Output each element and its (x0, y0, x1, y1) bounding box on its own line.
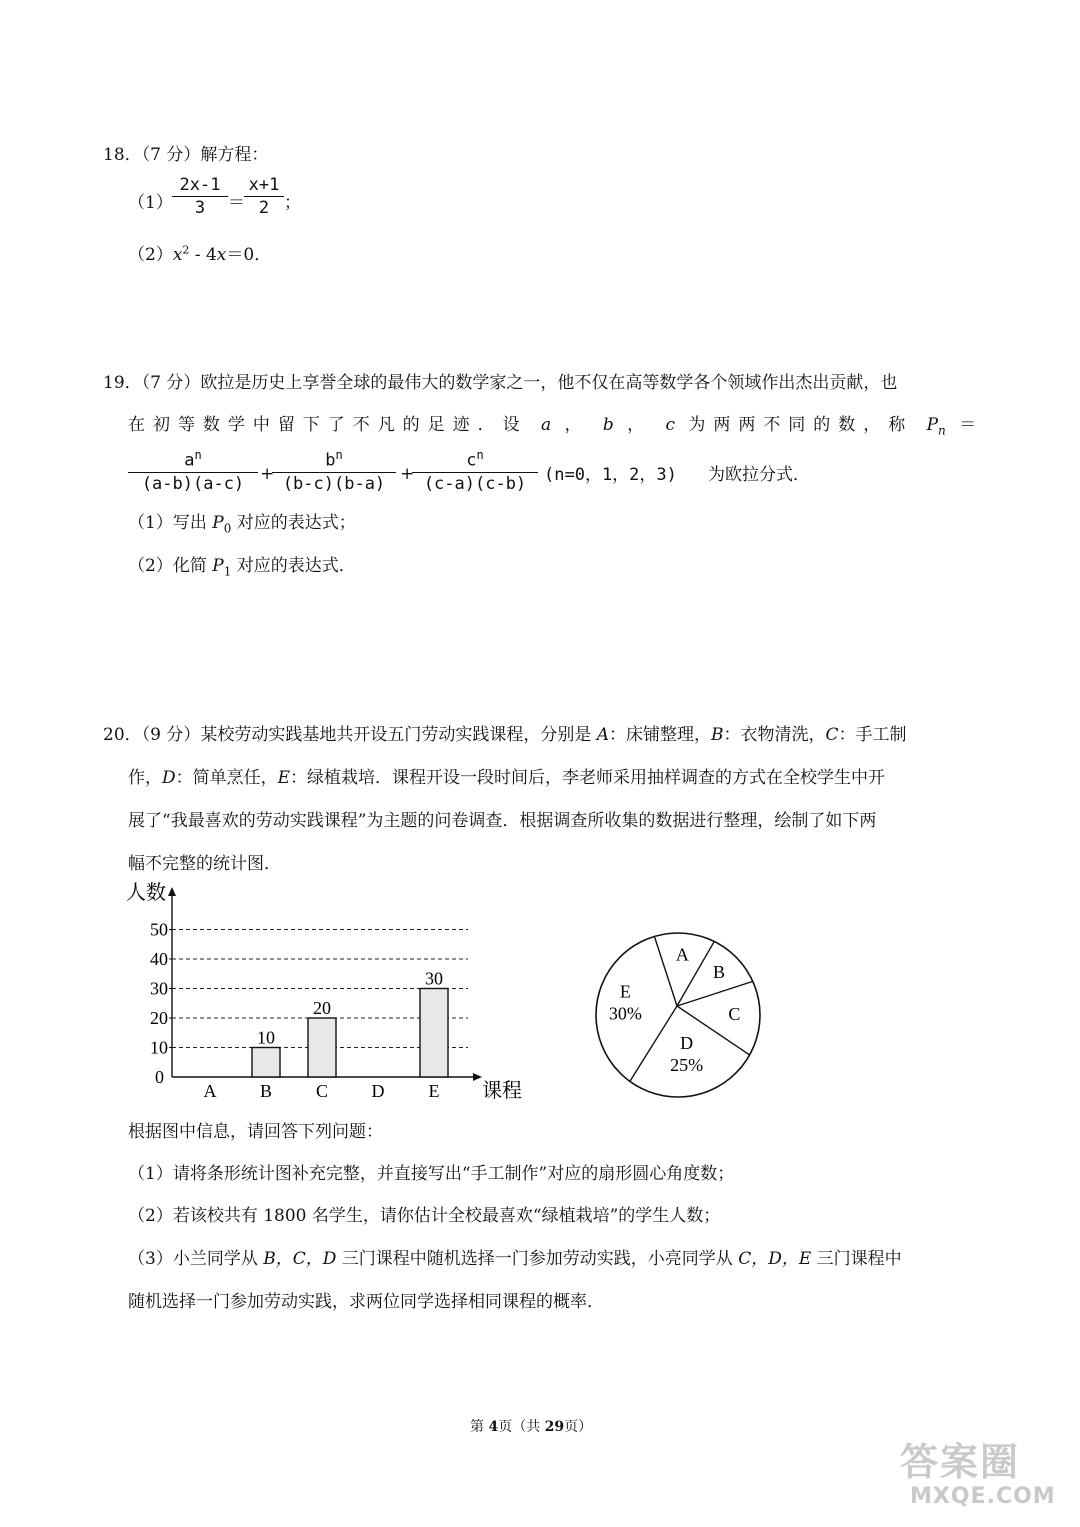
q20-line4: 幅不完整的统计图． (128, 854, 281, 874)
y-tick-label: 30 (150, 978, 168, 999)
q19-sub2-text-a: （2）化简 (128, 556, 213, 576)
exponent-n: n (194, 448, 202, 462)
fraction-denominator: (c-a)(c-b) (423, 473, 527, 494)
x-tick-label: C (315, 1081, 329, 1101)
q20-line1 (103, 720, 907, 745)
q18-part2-end: ＝0． (226, 245, 272, 265)
var-p: P (212, 556, 224, 576)
exponent-n: n (335, 448, 343, 462)
y-axis-arrow (168, 887, 176, 896)
bar-chart (110, 875, 530, 1105)
q19-line2-text-b: 为两两不同的数，称 (688, 415, 914, 435)
pie-slice-label-A: A (675, 944, 689, 965)
course-A-text: ：床铺整理， (609, 725, 712, 745)
var-b: b (602, 415, 614, 435)
var-x: x (172, 245, 183, 265)
exponent: 2 (182, 243, 190, 257)
subscript: 1 (223, 564, 232, 579)
q18-part1-end: ； (284, 193, 301, 213)
q19-sub2-text-b: 对应的表达式． (231, 556, 356, 576)
pie-chart (583, 920, 773, 1110)
q18-part1-rhs-fraction (244, 174, 284, 219)
q19-sub1-text-b: 对应的表达式； (231, 513, 356, 533)
q19-line2-text-a: 在初等数学中留下了不凡的足迹．设 (128, 415, 528, 435)
q20-sub2: （2）若该校共有 1800 名学生，请你估计全校最喜欢“绿植栽培”的学生人数； (128, 1206, 721, 1226)
y-tick-label: 50 (150, 919, 168, 940)
fraction-numerator: x+1 (248, 175, 280, 195)
course-B-text: ：衣物清洗， (723, 725, 826, 745)
pie-slice-label-C: C (728, 1004, 741, 1025)
var-a: a (540, 415, 552, 435)
q18-part1-lhs-fraction (172, 174, 228, 219)
bar-value-label: 30 (425, 968, 443, 989)
q18-part1-label: （1） (128, 193, 173, 213)
x-axis-arrow (473, 1073, 482, 1081)
var-A: A (596, 725, 610, 745)
x-axis-title: 课程 (482, 1080, 522, 1102)
q18-part1-equals: ＝ (228, 193, 245, 213)
q20-sub3-text-c: 三门课程中 (811, 1249, 902, 1269)
var-p: P (926, 415, 939, 435)
page-footer (470, 1416, 592, 1436)
footer-mid: 页（共 (498, 1419, 545, 1435)
q20-line2-text: 作， (128, 768, 162, 788)
course-C-text: ：手工制 (838, 725, 907, 745)
x-tick-label: A (203, 1081, 217, 1101)
fraction-denominator: 3 (194, 198, 206, 218)
fraction-numerator: 2x-1 (179, 175, 221, 195)
pie-slice-label-B: B (712, 962, 725, 983)
var-E: E (277, 768, 291, 788)
q20-line3: 展了“我最喜欢的劳动实践课程”为主题的问卷调查．根据调查所收集的数据进行整理，绘制了如下两 (128, 811, 877, 831)
q20-sub3 (128, 1244, 902, 1269)
pie-slice-label-E: E (619, 981, 631, 1002)
x-tick-label: E (428, 1081, 440, 1101)
var-B: B (711, 725, 724, 745)
q20-sub3-line2: 随机选择一门参加劳动实践，求两位同学选择相同课程的概率． (128, 1292, 604, 1312)
q19-tail: 为欧拉分式． (708, 465, 810, 485)
y-tick-label: 40 (150, 949, 168, 969)
q20-sub3-text-a: （3）小兰同学从 (128, 1249, 264, 1269)
q18-part2-label: （2） (128, 245, 173, 265)
euler-fraction-1 (128, 444, 258, 495)
plus-sign: + (400, 464, 415, 484)
watermark-url: MXQE.COM (910, 1484, 1056, 1509)
q19-sub1 (128, 508, 356, 535)
q19-line2 (128, 410, 976, 437)
bar-B (252, 1048, 280, 1078)
q20-line2 (128, 763, 885, 788)
y-tick-label: 0 (155, 1067, 164, 1087)
fraction-denominator: (a-b)(a-c) (141, 473, 245, 494)
courses-BCD: B，C，D (263, 1249, 337, 1269)
var-n: n (938, 423, 946, 438)
q20-line1-text: 20．（9 分）某校劳动实践基地共开设五门劳动实践课程，分别是 (103, 725, 597, 745)
x-tick-label: B (259, 1081, 273, 1101)
q20-sub3-text-b: 三门课程中随机选择一门参加劳动实践，小亮同学从 (336, 1249, 739, 1269)
var-p: P (212, 513, 224, 533)
var-x: x (216, 245, 227, 265)
q18-part2 (128, 240, 271, 265)
y-axis-title: 人数 (126, 882, 166, 904)
x-tick-label: D (371, 1081, 385, 1101)
subscript-n (938, 423, 946, 437)
equals: ＝ (959, 415, 977, 435)
euler-fraction-2 (272, 444, 396, 495)
var-c: c (665, 415, 676, 435)
fraction-denominator: 2 (258, 198, 270, 218)
watermark-logo (900, 1440, 1070, 1520)
fraction-numerator (184, 444, 201, 472)
var-D: D (162, 768, 176, 788)
bar-E (420, 989, 448, 1078)
y-tick-label: 10 (150, 1037, 168, 1058)
watermark-text: 答案圈 (900, 1440, 1021, 1484)
footer-post: 页） (564, 1419, 593, 1435)
euler-fraction-3 (412, 444, 538, 495)
q19-sub2 (128, 551, 356, 578)
course-E-text: ：绿植栽培．课程开设一段时间后，李老师采用抽样调查的方式在全校学生中开 (290, 768, 886, 788)
q18-part2-mid: - 4 (189, 245, 217, 265)
plus-sign: + (260, 464, 275, 484)
base-a: a (184, 450, 195, 471)
footer-pre: 第 (470, 1419, 489, 1435)
exponent-n: n (476, 448, 484, 462)
fraction-numerator (466, 444, 483, 472)
pie-slice-percent-D: 25% (670, 1054, 704, 1075)
page-number: 4 (488, 1419, 499, 1435)
q20-prompt: 根据图中信息，请回答下列问题： (128, 1122, 383, 1142)
q19-condition: (n=0，1，2，3) (544, 465, 677, 485)
subscript: 0 (223, 521, 232, 536)
fraction-denominator: (b-c)(b-a) (282, 473, 386, 494)
bar-value-label: 10 (257, 1027, 275, 1048)
fraction-numerator (325, 444, 342, 472)
bar-C (308, 1018, 336, 1077)
pie-slice-label-D: D (680, 1032, 694, 1053)
q19-sub1-text-a: （1）写出 (128, 513, 213, 533)
q19-line1: 19．（7 分）欧拉是历史上享誉全球的最伟大的数学家之一，他不仅在高等数学各个领域作出杰出贡献，也 (103, 373, 898, 393)
bar-value-label: 20 (313, 998, 331, 1018)
comma: ， (627, 415, 653, 435)
course-D-text: ：简单烹任， (175, 768, 278, 788)
base-c: c (466, 450, 477, 471)
p-n-symbol (926, 415, 946, 438)
courses-CDE: C，D，E (738, 1249, 812, 1269)
pie-slice-percent-E: 30% (608, 1003, 642, 1024)
page-total: 29 (544, 1419, 565, 1435)
q20-sub1: （1）请将条形统计图补充完整，并直接写出“手工制作”对应的扇形圆心角度数； (128, 1164, 735, 1184)
comma: ， (564, 415, 590, 435)
q18-stem: 18．（7 分）解方程： (103, 145, 269, 165)
y-tick-label: 20 (150, 1008, 168, 1028)
var-C: C (825, 725, 839, 745)
base-b: b (325, 450, 336, 471)
